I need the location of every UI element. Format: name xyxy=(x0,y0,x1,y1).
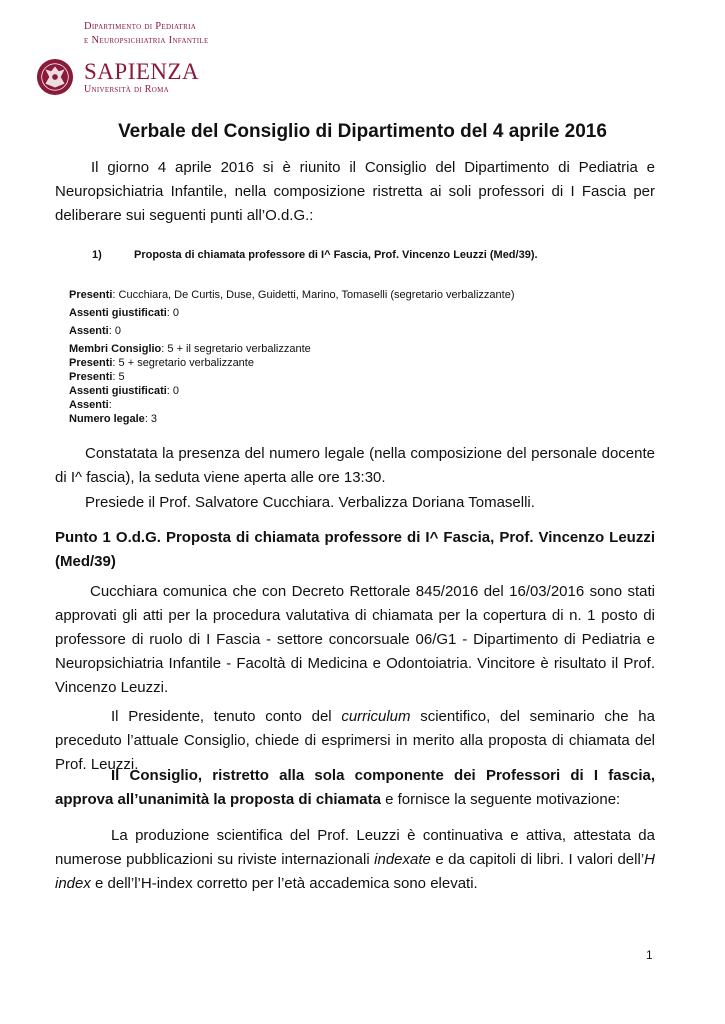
department-name xyxy=(84,20,209,48)
quorum-paragraph: Constatata la presenza del numero legale (nella composizione del personale docente di I^ fascia), la seduta viene aperta alle ore 13:30. xyxy=(55,445,655,486)
department-line1: Dipartimento di Pediatria xyxy=(84,21,197,32)
intro-paragraph: Il giorno 4 aprile 2016 si è riunito il Consiglio del Dipartimento di Pediatria e Neuropsichiatria Infantile, nella composizione ristretta ai soli professori di I Fascia per deliberare sui seguenti punti all’O.d.G.: xyxy=(55,159,655,224)
attendance-row: Presenti: 5 xyxy=(69,371,125,383)
attendance-row: Presenti: Cucchiara, De Curtis, Duse, Guidetti, Marino, Tomaselli (segretario verbalizzante) xyxy=(69,289,515,301)
page-number: 1 xyxy=(646,948,653,962)
university-subtitle: Università di Roma xyxy=(84,84,169,95)
page-title: Verbale del Consiglio di Dipartimento del 4 aprile 2016 xyxy=(118,121,607,142)
agenda-text: Proposta di chiamata professore di I^ Fascia, Prof. Vincenzo Leuzzi (Med/39). xyxy=(134,249,538,261)
attendance-row: Membri Consiglio: 5 + il segretario verbalizzante xyxy=(69,343,311,355)
decision-paragraph: Il Consiglio, ristretto alla sola componente dei Professori di I fascia, approva all’unanimità la proposta di chiamata e fornisce la seguente motivazione: xyxy=(55,767,655,808)
university-logo xyxy=(84,60,199,96)
attendance-row: Numero legale: 3 xyxy=(69,413,158,425)
attendance-row: Presenti: 5 + segretario verbalizzante xyxy=(69,357,254,369)
attendance-row: Assenti: 0 xyxy=(69,325,121,337)
attendance-row: Assenti giustificati: 0 xyxy=(69,307,180,319)
attendance-row: Assenti: xyxy=(69,399,112,411)
university-name: SAPIENZA xyxy=(84,59,200,84)
point1-paragraph: Cucchiara comunica che con Decreto Rettorale 845/2016 del 16/03/2016 sono stati approvati gli atti per la procedura valutativa di chiamata per la copertura di n. 1 posto di professore di ruolo di I Fascia - settore concorsuale 06/G1 - Dipartimento di Pediatria e Neuropsichiatria Infantile - Facoltà di Medicina e Odontoiatria. Vincitore è risultato il Prof. Vincenzo Leuzzi. xyxy=(55,583,655,696)
department-line2: e Neuropsichiatria Infantile xyxy=(84,35,209,46)
motivation-paragraph: La produzione scientifica del Prof. Leuzzi è continuativa e attiva, attestata da numerose pubblicazioni su riviste internazionali indexate e da capitoli di libri. I valori dell’H index e dell’l’H-index corretto per l’età accademica sono elevati. xyxy=(55,827,655,892)
president-paragraph: Il Presidente, tenuto conto del curriculum scientifico, del seminario che ha preceduto l’attuale Consiglio, chiede di esprimersi in merito alla proposta di chiamata del Prof. Leuzzi. xyxy=(55,708,655,773)
agenda-item xyxy=(92,249,538,261)
attendance-list xyxy=(69,288,515,426)
sapienza-seal-logo xyxy=(36,58,74,96)
attendance-row: Assenti giustificati: 0 xyxy=(69,385,180,397)
agenda-number: 1) xyxy=(92,249,102,261)
point1-heading: Punto 1 O.d.G. Proposta di chiamata professore di I^ Fascia, Prof. Vincenzo Leuzzi (Med/39) xyxy=(55,529,655,570)
chair-paragraph: Presiede il Prof. Salvatore Cucchiara. Verbalizza Doriana Tomaselli. xyxy=(85,494,535,511)
